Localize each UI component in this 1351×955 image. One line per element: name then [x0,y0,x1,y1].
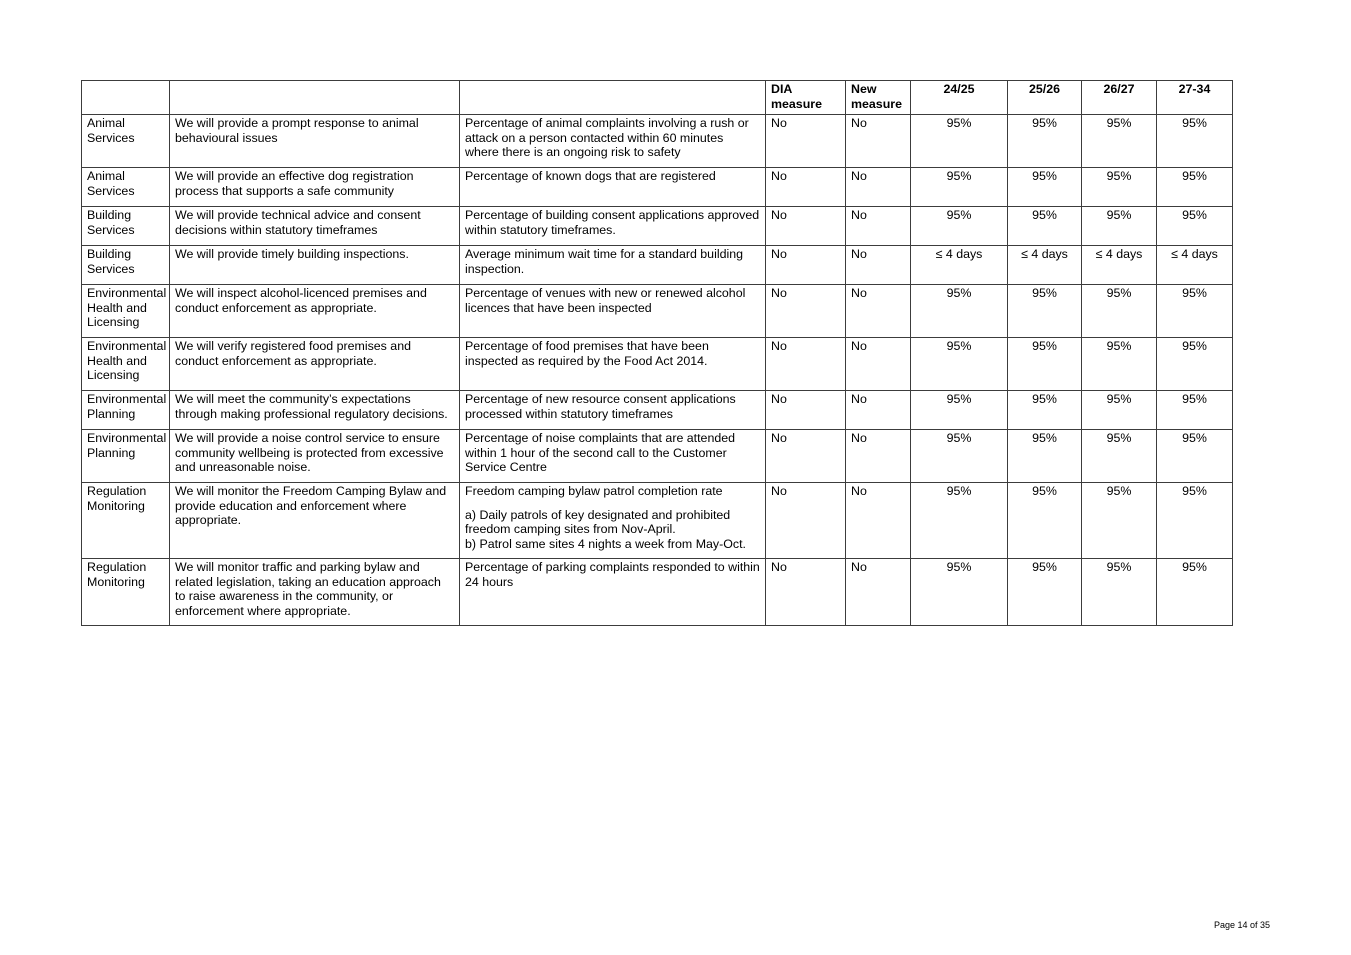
table-row [82,483,1233,559]
activity-cell: Environmental Health and Licensing [82,338,170,391]
target-26-27-cell: 95% [1082,115,1157,168]
measure-text: Percentage of animal complaints involving a rush or attack on a person contacted within 60 minutes where there is an ongoing risk to safety [465,116,749,159]
target-25-26-cell: 95% [1008,483,1082,559]
target-24-25-cell: 95% [911,483,1008,559]
target-25-26-cell: 95% [1008,391,1082,430]
target-25-26-cell: 95% [1008,430,1082,483]
new-measure-cell: No [846,483,911,559]
table-row [82,430,1233,483]
table-header [82,81,1233,115]
measure-text: Percentage of noise complaints that are attended within 1 hour of the second call to the Customer Service Centre [465,431,736,474]
dia-measure-cell: No [766,168,846,207]
target-27-34-cell: 95% [1157,115,1233,168]
target-25-26-cell: 95% [1008,207,1082,246]
target-27-34-cell: 95% [1157,483,1233,559]
activity-cell: Building Services [82,246,170,285]
level-of-service-cell: We will monitor traffic and parking bylaw and related legislation, taking an education approach to raise awareness in the community, or enforcement where appropriate. [170,559,460,626]
new-measure-cell: No [846,559,911,626]
target-27-34-cell: 95% [1157,168,1233,207]
measure-cell [460,285,766,338]
level-of-service-cell: We will monitor the Freedom Camping Bylaw and provide education and enforcement where appropriate. [170,483,460,559]
activity-cell: Environmental Health and Licensing [82,285,170,338]
table-row [82,207,1233,246]
dia-measure-cell: No [766,559,846,626]
measure-cell [460,338,766,391]
measure-text: Percentage of parking complaints responded to within 24 hours [465,560,760,589]
dia-measure-cell: No [766,246,846,285]
target-26-27-cell: 95% [1082,338,1157,391]
measure-cell [460,207,766,246]
measure-cell [460,115,766,168]
measure-cell [460,559,766,626]
dia-measure-cell: No [766,338,846,391]
target-27-34-cell: 95% [1157,559,1233,626]
measure-cell [460,246,766,285]
header-row [82,81,1233,115]
table-row [82,285,1233,338]
new-measure-cell: No [846,391,911,430]
level-of-service-cell: We will provide timely building inspections. [170,246,460,285]
table-row [82,246,1233,285]
table-row [82,391,1233,430]
target-24-25-cell: 95% [911,430,1008,483]
dia-measure-cell: No [766,115,846,168]
target-27-34-cell: 95% [1157,391,1233,430]
activity-cell: Building Services [82,207,170,246]
target-25-26-cell: 95% [1008,338,1082,391]
level-of-service-cell: We will provide a noise control service to ensure community wellbeing is protected from excessive and unreasonable noise. [170,430,460,483]
target-26-27-cell: 95% [1082,483,1157,559]
target-24-25-cell: 95% [911,168,1008,207]
level-of-service-cell: We will meet the community’s expectations through making professional regulatory decisions. [170,391,460,430]
target-27-34-cell: 95% [1157,207,1233,246]
target-25-26-cell: ≤ 4 days [1008,246,1082,285]
table-body [82,115,1233,626]
target-26-27-cell: 95% [1082,559,1157,626]
activity-cell: Environmental Planning [82,391,170,430]
activity-cell: Environmental Planning [82,430,170,483]
header-level-of-service [170,81,460,115]
measures-table [81,80,1233,626]
header-target-24-25: 24/25 [911,81,1008,115]
target-26-27-cell: 95% [1082,391,1157,430]
new-measure-cell: No [846,430,911,483]
measure-text: Percentage of building consent applications approved within statutory timeframes. [465,208,760,237]
dia-measure-cell: No [766,285,846,338]
dia-measure-cell: No [766,483,846,559]
measure-cell [460,430,766,483]
target-25-26-cell: 95% [1008,559,1082,626]
target-24-25-cell: ≤ 4 days [911,246,1008,285]
new-measure-cell: No [846,338,911,391]
measure-text: Percentage of venues with new or renewed alcohol licences that have been inspected [465,286,746,315]
header-new-measure: New measure [846,81,911,115]
new-measure-cell: No [846,246,911,285]
header-target-27-34: 27-34 [1157,81,1233,115]
table-row [82,559,1233,626]
header-target-25-26: 25/26 [1008,81,1082,115]
target-24-25-cell: 95% [911,207,1008,246]
target-25-26-cell: 95% [1008,285,1082,338]
measure-cell [460,483,766,559]
page-number: Page 14 of 35 [1214,920,1271,930]
dia-measure-cell: No [766,391,846,430]
activity-cell: Regulation Monitoring [82,559,170,626]
target-27-34-cell: ≤ 4 days [1157,246,1233,285]
level-of-service-cell: We will provide a prompt response to animal behavioural issues [170,115,460,168]
activity-cell: Animal Services [82,168,170,207]
measure-text: Percentage of new resource consent applications processed within statutory timeframes [465,392,736,421]
header-measure [460,81,766,115]
new-measure-cell: No [846,285,911,338]
target-24-25-cell: 95% [911,115,1008,168]
new-measure-cell: No [846,168,911,207]
target-26-27-cell: 95% [1082,207,1157,246]
dia-measure-cell: No [766,207,846,246]
target-27-34-cell: 95% [1157,338,1233,391]
measure-text: a) Daily patrols of key designated and prohibited freedom camping sites from Nov-April. b) Patrol same sites 4 nights a week from May-Oct. [465,507,746,551]
measure-text: Freedom camping bylaw patrol completion rate [465,484,723,498]
table-row [82,168,1233,207]
target-26-27-cell: ≤ 4 days [1082,246,1157,285]
target-24-25-cell: 95% [911,559,1008,626]
target-24-25-cell: 95% [911,338,1008,391]
measure-text: Percentage of known dogs that are registered [465,169,716,183]
target-24-25-cell: 95% [911,391,1008,430]
activity-cell: Animal Services [82,115,170,168]
target-24-25-cell: 95% [911,285,1008,338]
target-27-34-cell: 95% [1157,430,1233,483]
measure-cell [460,391,766,430]
level-of-service-cell: We will verify registered food premises and conduct enforcement as appropriate. [170,338,460,391]
table-row [82,338,1233,391]
target-26-27-cell: 95% [1082,168,1157,207]
level-of-service-cell: We will provide technical advice and consent decisions within statutory timeframes [170,207,460,246]
new-measure-cell: No [846,207,911,246]
header-target-26-27: 26/27 [1082,81,1157,115]
table-row [82,115,1233,168]
measure-cell [460,168,766,207]
level-of-service-cell: We will provide an effective dog registration process that supports a safe community [170,168,460,207]
measure-text: Average minimum wait time for a standard building inspection. [465,247,744,276]
target-26-27-cell: 95% [1082,430,1157,483]
measure-text: Percentage of food premises that have been inspected as required by the Food Act 2014. [465,339,709,368]
dia-measure-cell: No [766,430,846,483]
target-26-27-cell: 95% [1082,285,1157,338]
target-27-34-cell: 95% [1157,285,1233,338]
level-of-service-cell: We will inspect alcohol-licenced premises and conduct enforcement as appropriate. [170,285,460,338]
header-activity [82,81,170,115]
activity-cell: Regulation Monitoring [82,483,170,559]
new-measure-cell: No [846,115,911,168]
header-dia-measure: DIA measure [766,81,846,115]
target-25-26-cell: 95% [1008,115,1082,168]
target-25-26-cell: 95% [1008,168,1082,207]
